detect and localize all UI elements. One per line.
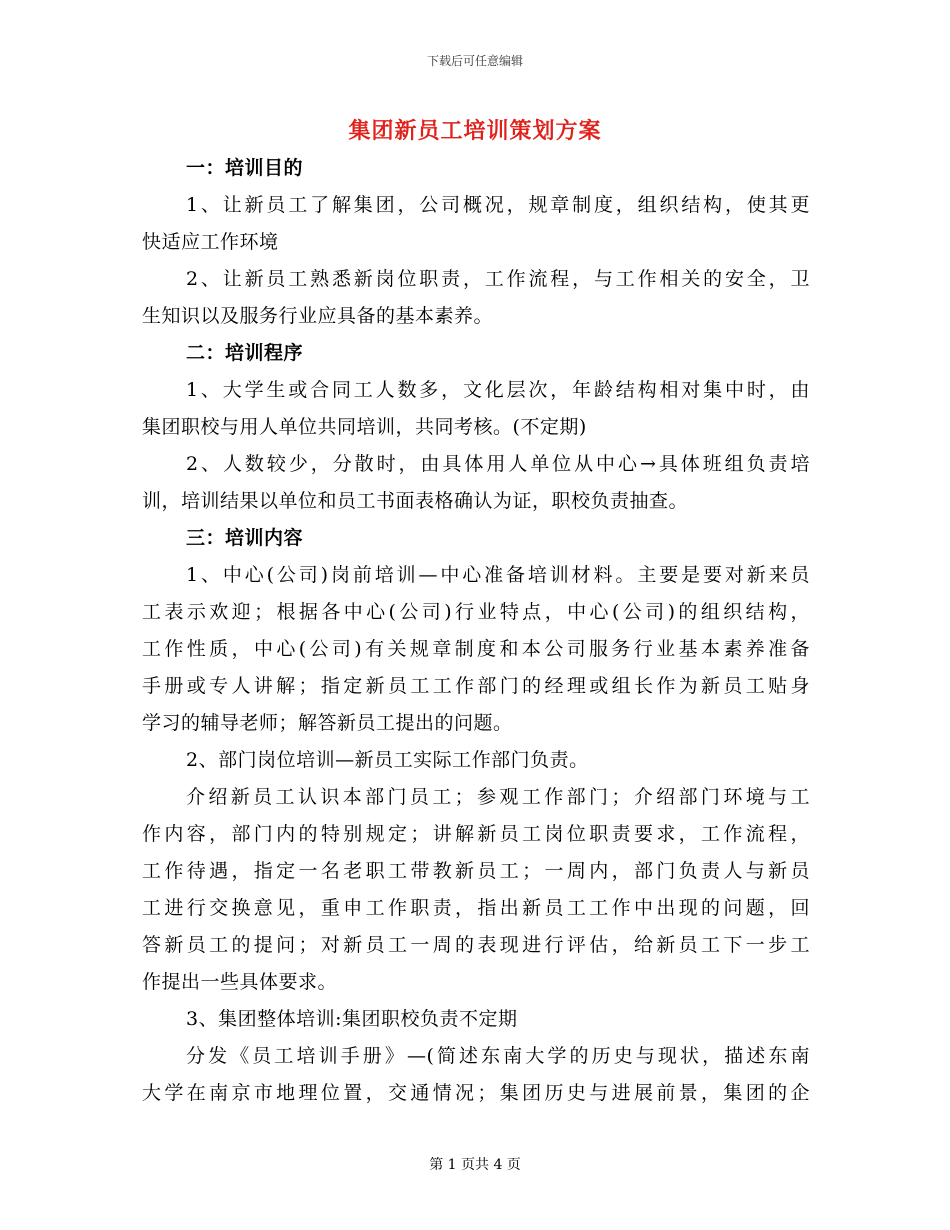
page-footer: 第 1 页共 4 页: [429, 1157, 521, 1173]
paragraph-line: 工表示欢迎；根据各中心(公司)行业特点，中心(公司)的组织结构，: [142, 601, 810, 623]
paragraph-line: 学习的辅导老师；解答新员工提出的问题。: [142, 712, 513, 734]
paragraph-line: 3、集团整体培训:集团职校负责不定期: [186, 1008, 518, 1030]
paragraph-line: 答新员工的提问；对新员工一周的表现进行评估，给新员工下一步工: [142, 934, 810, 956]
paragraph-line: 1、大学生或合同工人数多，文化层次，年龄结构相对集中时，由: [186, 379, 810, 401]
paragraph-line: 手册或专人讲解；指定新员工工作部门的经理或组长作为新员工贴身: [142, 675, 810, 697]
document-body: [142, 150, 810, 1112]
section-heading: 三：培训内容: [186, 527, 304, 549]
paragraph-line: 2、部门岗位培训—新员工实际工作部门负责。: [186, 749, 589, 771]
paragraph-line: 介绍新员工认识本部门员工；参观工作部门；介绍部门环境与工: [186, 786, 810, 808]
paragraph-line: 2、让新员工熟悉新岗位职责，工作流程，与工作相关的安全，卫: [186, 268, 810, 290]
section-heading: 二：培训程序: [186, 342, 304, 364]
paragraph-line: 1、让新员工了解集团，公司概况，规章制度，组织结构，使其更: [186, 194, 810, 216]
paragraph-line: 快适应工作环境: [142, 231, 279, 253]
paragraph-line: 工进行交换意见，重申工作职责，指出新员工工作中出现的问题，回: [142, 897, 810, 919]
paragraph-line: 集团职校与用人单位共同培训，共同考核。(不定期): [142, 416, 587, 438]
page-header-note: 下载后可任意编辑: [426, 54, 523, 68]
paragraph-line: 生知识以及服务行业应具备的基本素养。: [142, 305, 494, 327]
paragraph-line: 1、中心(公司)岗前培训—中心准备培训材料。主要是要对新来员: [186, 564, 810, 586]
paragraph-line: 训，培训结果以单位和员工书面表格确认为证，职校负责抽查。: [142, 490, 689, 512]
paragraph-line: 工作待遇，指定一名老职工带教新员工；一周内，部门负责人与新员: [142, 860, 810, 882]
paragraph-line: 2、人数较少，分散时，由具体用人单位从中心→具体班组负责培: [186, 453, 810, 475]
paragraph-line: 分发《员工培训手册》—(简述东南大学的历史与现状，描述东南: [186, 1045, 810, 1067]
paragraph-line: 作提出一些具体要求。: [142, 971, 338, 993]
document-title: 集团新员工培训策划方案: [348, 118, 602, 144]
paragraph-line: 大学在南京市地理位置，交通情况；集团历史与进展前景，集团的企: [142, 1082, 810, 1104]
paragraph-line: 作内容，部门内的特别规定；讲解新员工岗位职责要求，工作流程，: [142, 823, 810, 845]
paragraph-line: 工作性质，中心(公司)有关规章制度和本公司服务行业基本素养准备: [142, 638, 810, 660]
section-heading: 一：培训目的: [186, 157, 304, 179]
